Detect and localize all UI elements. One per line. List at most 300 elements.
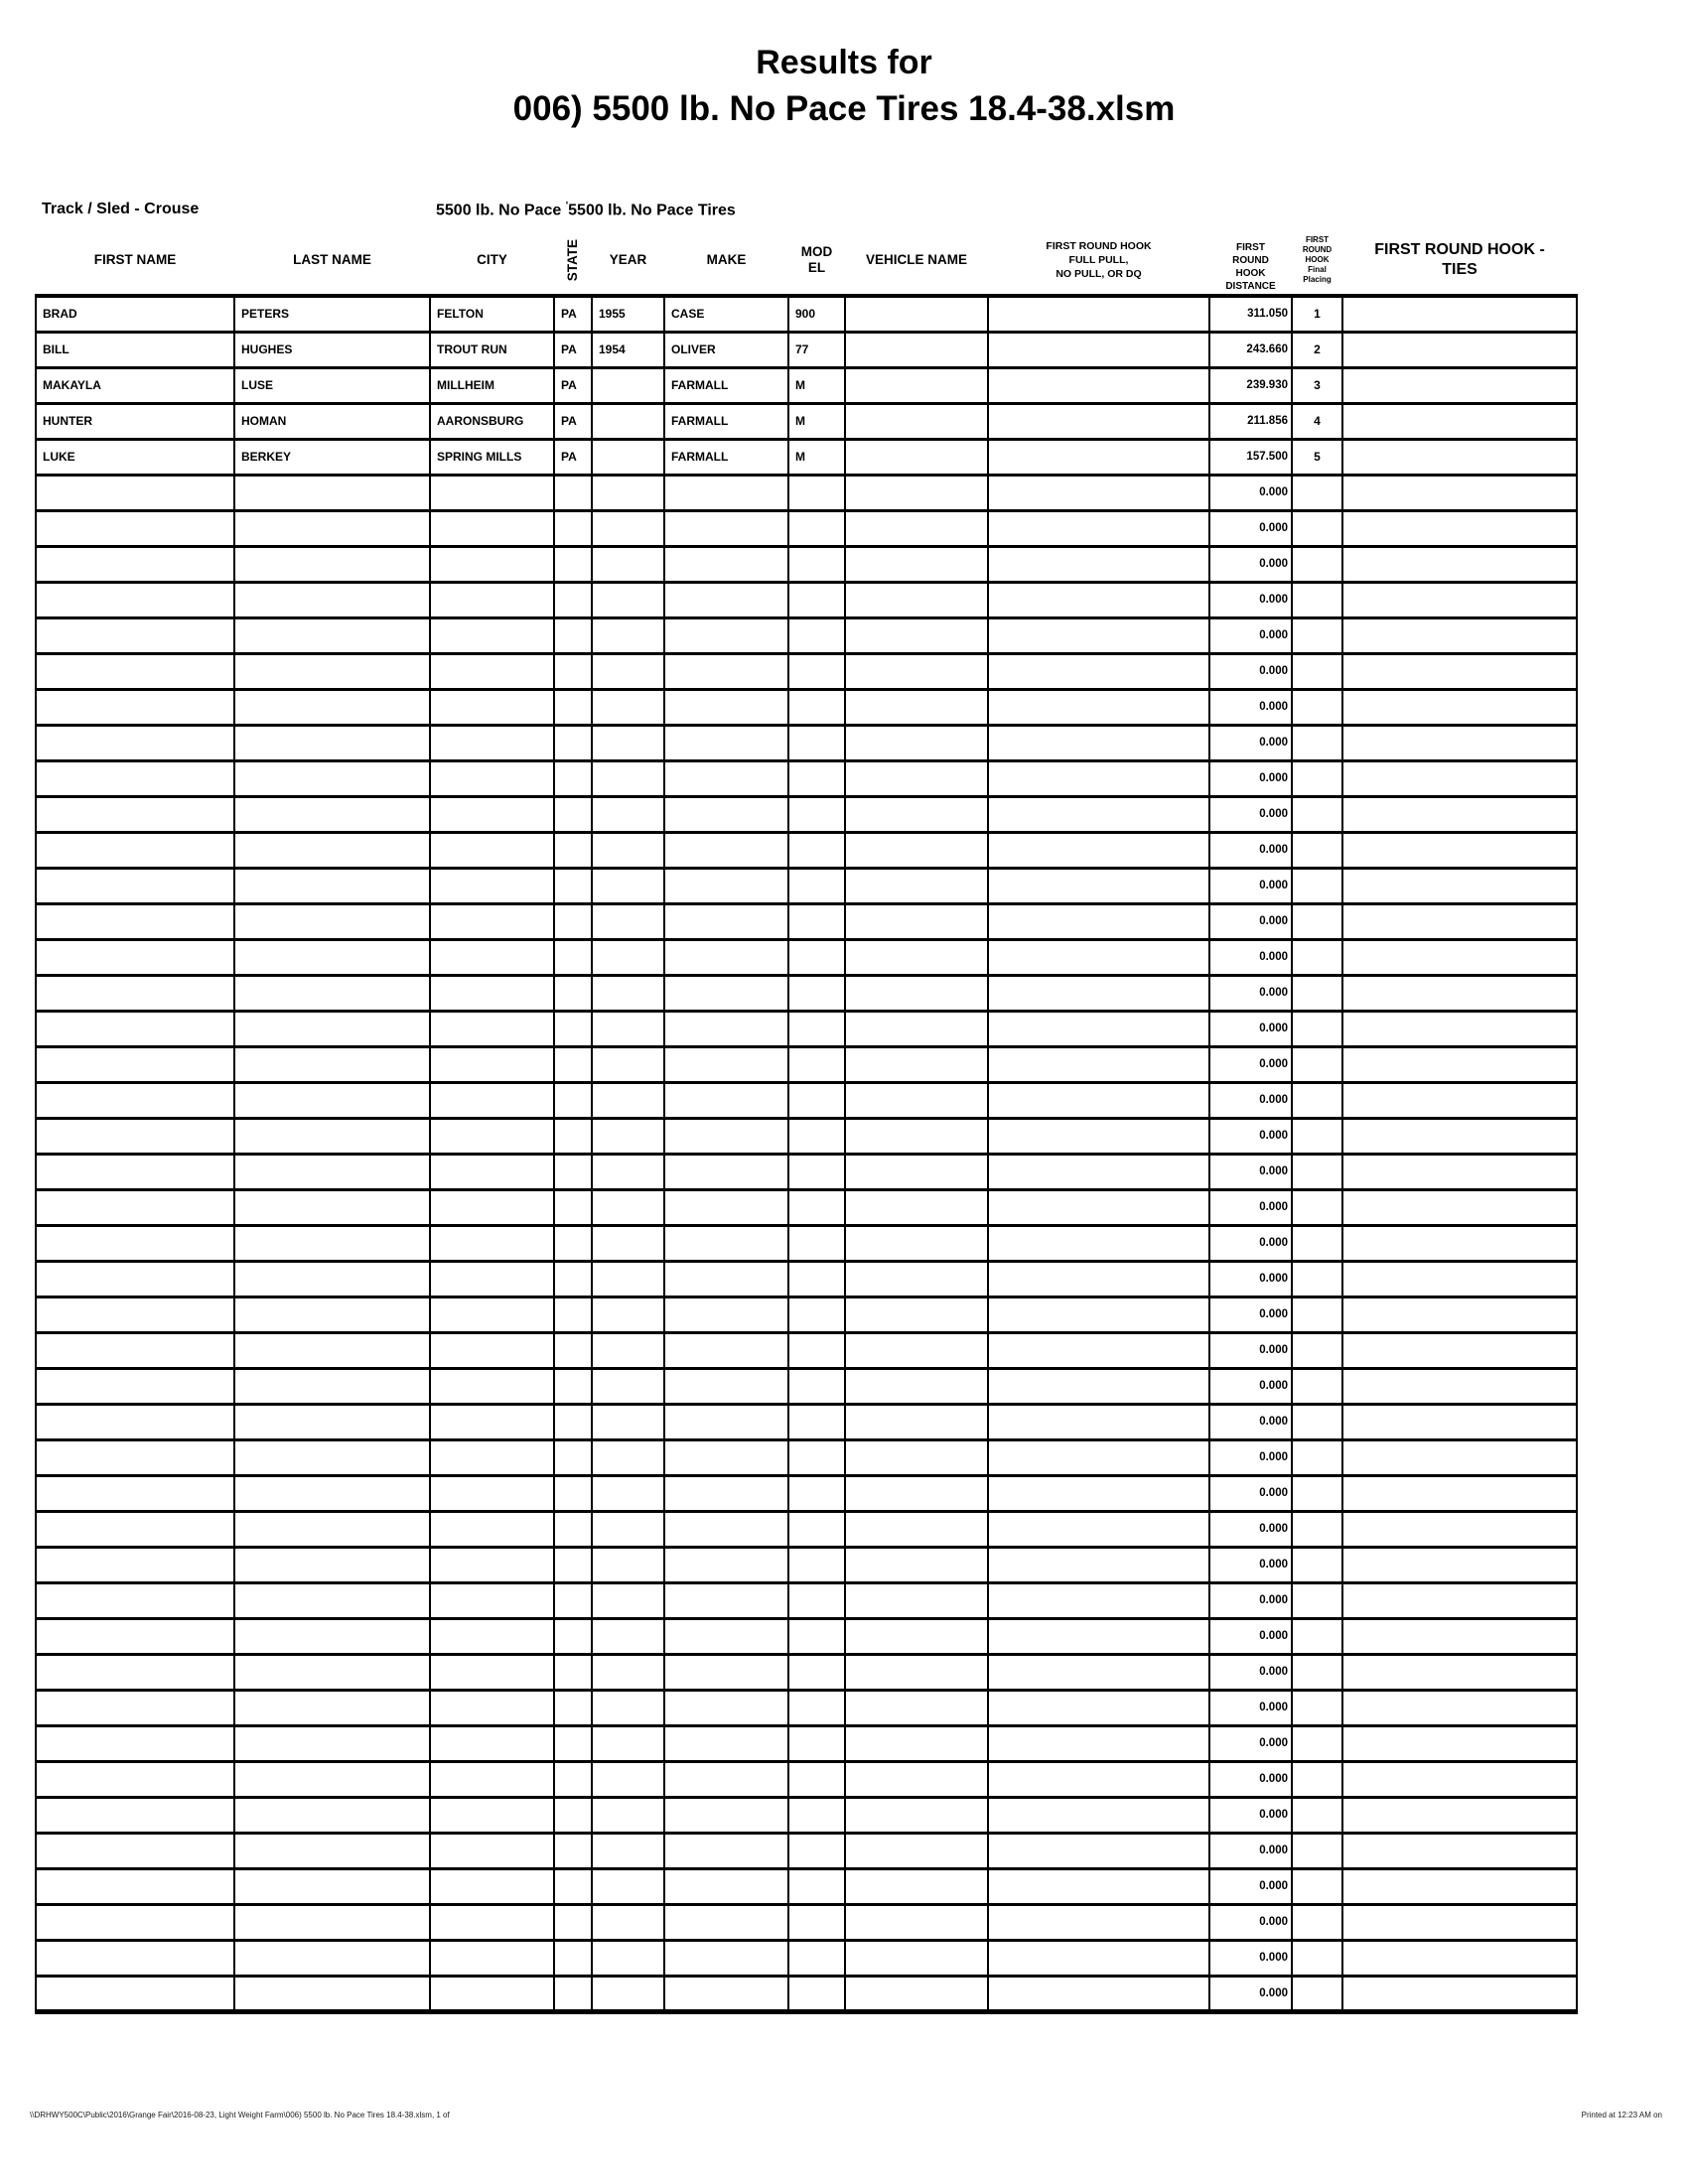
- cell-year: [592, 439, 664, 475]
- cell-last-name: [234, 1868, 430, 1904]
- header-line: FIRST NAME: [93, 252, 177, 267]
- table-row-empty: [36, 1797, 1577, 1833]
- cell-ties: [1342, 1940, 1577, 1976]
- cell-vehicle-name: [845, 1225, 988, 1261]
- cell-placing: [1292, 510, 1342, 546]
- cell-vehicle-name: [845, 1154, 988, 1189]
- table-row-empty: [36, 1404, 1577, 1439]
- cell-ties: [1342, 975, 1577, 1011]
- cell-model: M: [788, 367, 845, 403]
- cell-city: [430, 1118, 554, 1154]
- cell-last-name: [234, 1082, 430, 1118]
- cell-placing: [1292, 1904, 1342, 1940]
- cell-city: [430, 510, 554, 546]
- cell-vehicle-name: [845, 1475, 988, 1511]
- cell-distance: 0.000: [1209, 1297, 1292, 1332]
- cell-last-name: [234, 546, 430, 582]
- table-row: [36, 439, 1577, 475]
- cell-ties: [1342, 903, 1577, 939]
- column-header-full-pull: [988, 226, 1209, 296]
- cell-last-name: [234, 1189, 430, 1225]
- cell-last-name: [234, 1332, 430, 1368]
- cell-full-pull: [988, 1261, 1209, 1297]
- cell-first-name: [36, 1368, 234, 1404]
- cell-make: [664, 1761, 788, 1797]
- cell-ties: [1342, 367, 1577, 403]
- cell-last-name: [234, 975, 430, 1011]
- cell-ties: [1342, 1082, 1577, 1118]
- cell-vehicle-name: [845, 332, 988, 367]
- cell-model: [788, 1654, 845, 1690]
- cell-city: [430, 832, 554, 868]
- cell-year: [592, 367, 664, 403]
- class-label-apostrophe: ': [565, 201, 569, 211]
- cell-first-name: [36, 868, 234, 903]
- cell-vehicle-name: [845, 903, 988, 939]
- cell-ties: [1342, 546, 1577, 582]
- cell-city: [430, 617, 554, 653]
- cell-full-pull: [988, 1690, 1209, 1725]
- cell-placing: [1292, 796, 1342, 832]
- cell-model: [788, 546, 845, 582]
- cell-ties: [1342, 1011, 1577, 1046]
- cell-first-name: [36, 1797, 234, 1833]
- table-row-empty: [36, 1011, 1577, 1046]
- cell-first-name: [36, 582, 234, 617]
- cell-model: [788, 939, 845, 975]
- cell-state: [554, 1297, 592, 1332]
- cell-distance: 0.000: [1209, 546, 1292, 582]
- cell-ties: [1342, 1404, 1577, 1439]
- cell-vehicle-name: [845, 832, 988, 868]
- cell-model: [788, 1046, 845, 1082]
- cell-vehicle-name: [845, 653, 988, 689]
- table-row-empty: [36, 1297, 1577, 1332]
- cell-state: [554, 1011, 592, 1046]
- cell-year: [592, 1225, 664, 1261]
- cell-ties: [1342, 1118, 1577, 1154]
- cell-distance: 0.000: [1209, 1868, 1292, 1904]
- cell-last-name: [234, 1404, 430, 1439]
- cell-first-name: [36, 1690, 234, 1725]
- cell-city: [430, 796, 554, 832]
- cell-ties: [1342, 1439, 1577, 1475]
- cell-distance: 243.660: [1209, 332, 1292, 367]
- cell-ties: [1342, 475, 1577, 510]
- cell-model: [788, 1261, 845, 1297]
- cell-first-name: [36, 903, 234, 939]
- cell-make: [664, 939, 788, 975]
- cell-distance: 311.050: [1209, 296, 1292, 332]
- cell-city: AARONSBURG: [430, 403, 554, 439]
- cell-last-name: [234, 1475, 430, 1511]
- cell-first-name: [36, 1761, 234, 1797]
- cell-full-pull: [988, 796, 1209, 832]
- cell-first-name: [36, 689, 234, 725]
- cell-state: [554, 1976, 592, 2011]
- cell-vehicle-name: [845, 1868, 988, 1904]
- cell-ties: [1342, 1654, 1577, 1690]
- cell-ties: [1342, 296, 1577, 332]
- cell-ties: [1342, 868, 1577, 903]
- cell-model: M: [788, 439, 845, 475]
- cell-year: [592, 1439, 664, 1475]
- class-label-part2: 5500 lb. No Pace Tires: [568, 202, 736, 219]
- cell-vehicle-name: [845, 1368, 988, 1404]
- cell-make: [664, 1189, 788, 1225]
- footer-printed-at: Printed at 12:23 AM on: [1581, 2111, 1662, 2119]
- cell-vehicle-name: [845, 760, 988, 796]
- cell-full-pull: [988, 1368, 1209, 1404]
- cell-city: [430, 903, 554, 939]
- cell-state: [554, 939, 592, 975]
- cell-make: [664, 975, 788, 1011]
- cell-distance: 0.000: [1209, 689, 1292, 725]
- cell-ties: [1342, 1261, 1577, 1297]
- cell-make: [664, 546, 788, 582]
- cell-vehicle-name: [845, 1261, 988, 1297]
- cell-year: [592, 939, 664, 975]
- cell-vehicle-name: [845, 367, 988, 403]
- cell-city: [430, 1725, 554, 1761]
- cell-last-name: [234, 1833, 430, 1868]
- cell-state: [554, 796, 592, 832]
- cell-first-name: [36, 1618, 234, 1654]
- cell-city: [430, 1547, 554, 1582]
- cell-placing: [1292, 546, 1342, 582]
- cell-last-name: [234, 1761, 430, 1797]
- cell-distance: 0.000: [1209, 1368, 1292, 1404]
- cell-placing: 3: [1292, 367, 1342, 403]
- cell-vehicle-name: [845, 725, 988, 760]
- table-row-empty: [36, 689, 1577, 725]
- cell-full-pull: [988, 725, 1209, 760]
- cell-ties: [1342, 1511, 1577, 1547]
- cell-make: [664, 1404, 788, 1439]
- cell-placing: [1292, 1368, 1342, 1404]
- cell-vehicle-name: [845, 1511, 988, 1547]
- cell-model: [788, 1011, 845, 1046]
- cell-full-pull: [988, 1475, 1209, 1511]
- cell-model: [788, 1761, 845, 1797]
- cell-vehicle-name: [845, 939, 988, 975]
- table-row-empty: [36, 1225, 1577, 1261]
- cell-full-pull: [988, 689, 1209, 725]
- cell-placing: 4: [1292, 403, 1342, 439]
- table-row-empty: [36, 1368, 1577, 1404]
- cell-first-name: [36, 1976, 234, 2011]
- cell-year: [592, 975, 664, 1011]
- cell-year: [592, 1046, 664, 1082]
- cell-make: FARMALL: [664, 403, 788, 439]
- cell-placing: [1292, 1475, 1342, 1511]
- header-line: NO PULL, OR DQ: [1055, 268, 1142, 280]
- cell-state: [554, 475, 592, 510]
- cell-city: [430, 1046, 554, 1082]
- cell-last-name: [234, 939, 430, 975]
- cell-year: [592, 1582, 664, 1618]
- table-row-empty: [36, 1046, 1577, 1082]
- cell-full-pull: [988, 1011, 1209, 1046]
- cell-last-name: [234, 1011, 430, 1046]
- column-header-last-name: [234, 226, 430, 296]
- cell-vehicle-name: [845, 1725, 988, 1761]
- cell-vehicle-name: [845, 796, 988, 832]
- cell-distance: 0.000: [1209, 1654, 1292, 1690]
- cell-state: [554, 1868, 592, 1904]
- cell-first-name: [36, 1189, 234, 1225]
- cell-model: [788, 1833, 845, 1868]
- cell-last-name: [234, 760, 430, 796]
- cell-placing: [1292, 760, 1342, 796]
- cell-make: [664, 582, 788, 617]
- cell-city: [430, 1868, 554, 1904]
- cell-model: [788, 1475, 845, 1511]
- cell-first-name: [36, 546, 234, 582]
- cell-city: [430, 1797, 554, 1833]
- cell-ties: [1342, 1297, 1577, 1332]
- cell-state: [554, 1046, 592, 1082]
- table-row-empty: [36, 1940, 1577, 1976]
- cell-state: [554, 1261, 592, 1297]
- cell-placing: [1292, 1261, 1342, 1297]
- cell-city: [430, 546, 554, 582]
- table-row: [36, 332, 1577, 367]
- cell-last-name: [234, 1582, 430, 1618]
- cell-full-pull: [988, 760, 1209, 796]
- cell-ties: [1342, 939, 1577, 975]
- cell-make: [664, 1868, 788, 1904]
- cell-make: [664, 1332, 788, 1368]
- cell-city: [430, 1225, 554, 1261]
- cell-year: [592, 510, 664, 546]
- table-row: [36, 403, 1577, 439]
- column-header-model: [788, 226, 845, 296]
- cell-distance: 0.000: [1209, 1011, 1292, 1046]
- cell-make: [664, 1011, 788, 1046]
- table-row-empty: [36, 903, 1577, 939]
- cell-vehicle-name: [845, 403, 988, 439]
- cell-year: [592, 1082, 664, 1118]
- table-row-empty: [36, 725, 1577, 760]
- cell-full-pull: [988, 939, 1209, 975]
- column-header-placing: [1292, 226, 1342, 296]
- cell-distance: 0.000: [1209, 1904, 1292, 1940]
- cell-city: [430, 1368, 554, 1404]
- cell-full-pull: [988, 1940, 1209, 1976]
- cell-city: [430, 1511, 554, 1547]
- cell-ties: [1342, 1225, 1577, 1261]
- cell-placing: [1292, 1868, 1342, 1904]
- header-line: FULL PULL,: [1068, 254, 1129, 266]
- cell-model: [788, 1189, 845, 1225]
- cell-city: [430, 1618, 554, 1654]
- cell-vehicle-name: [845, 1761, 988, 1797]
- cell-last-name: [234, 689, 430, 725]
- cell-placing: [1292, 903, 1342, 939]
- table-row-empty: [36, 1511, 1577, 1547]
- cell-make: [664, 1261, 788, 1297]
- table-row-empty: [36, 582, 1577, 617]
- class-label-part1: 5500 lb. No Pace: [436, 202, 562, 219]
- cell-state: [554, 582, 592, 617]
- cell-model: [788, 868, 845, 903]
- cell-distance: 0.000: [1209, 1582, 1292, 1618]
- cell-year: [592, 903, 664, 939]
- cell-distance: 0.000: [1209, 653, 1292, 689]
- cell-city: [430, 1261, 554, 1297]
- cell-city: FELTON: [430, 296, 554, 332]
- cell-model: [788, 1439, 845, 1475]
- cell-vehicle-name: [845, 1189, 988, 1225]
- cell-distance: 0.000: [1209, 1833, 1292, 1868]
- table-row-empty: [36, 760, 1577, 796]
- cell-model: [788, 510, 845, 546]
- cell-last-name: [234, 1976, 430, 2011]
- cell-state: [554, 1332, 592, 1368]
- cell-full-pull: [988, 1189, 1209, 1225]
- cell-city: [430, 760, 554, 796]
- cell-distance: 0.000: [1209, 1940, 1292, 1976]
- cell-make: [664, 689, 788, 725]
- cell-full-pull: [988, 868, 1209, 903]
- cell-placing: [1292, 1976, 1342, 2011]
- cell-state: [554, 1511, 592, 1547]
- cell-placing: [1292, 1046, 1342, 1082]
- table-row: [36, 296, 1577, 332]
- table-row-empty: [36, 1725, 1577, 1761]
- table-row-empty: [36, 975, 1577, 1011]
- column-header-vehicle-name: [845, 226, 988, 296]
- cell-distance: 0.000: [1209, 1189, 1292, 1225]
- cell-first-name: [36, 1868, 234, 1904]
- cell-placing: [1292, 1297, 1342, 1332]
- cell-last-name: HUGHES: [234, 332, 430, 367]
- cell-first-name: [36, 510, 234, 546]
- cell-model: [788, 1154, 845, 1189]
- cell-distance: 0.000: [1209, 1332, 1292, 1368]
- cell-model: [788, 796, 845, 832]
- cell-last-name: [234, 832, 430, 868]
- cell-full-pull: [988, 1654, 1209, 1690]
- cell-placing: [1292, 832, 1342, 868]
- cell-model: M: [788, 403, 845, 439]
- cell-first-name: [36, 1046, 234, 1082]
- header-line: ROUND: [1302, 245, 1333, 254]
- cell-placing: [1292, 1225, 1342, 1261]
- cell-full-pull: [988, 367, 1209, 403]
- cell-state: [554, 1690, 592, 1725]
- cell-last-name: [234, 1725, 430, 1761]
- cell-model: [788, 1940, 845, 1976]
- table-row-empty: [36, 1690, 1577, 1725]
- cell-city: [430, 689, 554, 725]
- cell-distance: 0.000: [1209, 868, 1292, 903]
- cell-ties: [1342, 1368, 1577, 1404]
- table-row-empty: [36, 1904, 1577, 1940]
- cell-city: [430, 1154, 554, 1189]
- cell-distance: 0.000: [1209, 1404, 1292, 1439]
- header-line: MOD: [800, 244, 833, 259]
- table-row-empty: [36, 653, 1577, 689]
- cell-distance: 211.856: [1209, 403, 1292, 439]
- cell-first-name: [36, 760, 234, 796]
- cell-distance: 0.000: [1209, 1118, 1292, 1154]
- cell-last-name: [234, 1261, 430, 1297]
- cell-distance: 239.930: [1209, 367, 1292, 403]
- cell-distance: 0.000: [1209, 760, 1292, 796]
- cell-city: [430, 1404, 554, 1439]
- cell-first-name: [36, 832, 234, 868]
- cell-ties: [1342, 1976, 1577, 2011]
- cell-state: [554, 1082, 592, 1118]
- cell-ties: [1342, 1618, 1577, 1654]
- header-line: MAKE: [706, 252, 747, 267]
- cell-year: [592, 832, 664, 868]
- table-row-empty: [36, 510, 1577, 546]
- cell-city: [430, 1332, 554, 1368]
- cell-full-pull: [988, 1154, 1209, 1189]
- cell-year: [592, 725, 664, 760]
- cell-make: [664, 617, 788, 653]
- cell-vehicle-name: [845, 1904, 988, 1940]
- cell-last-name: [234, 510, 430, 546]
- cell-make: [664, 1940, 788, 1976]
- table-row-empty: [36, 796, 1577, 832]
- cell-full-pull: [988, 546, 1209, 582]
- cell-vehicle-name: [845, 546, 988, 582]
- cell-state: PA: [554, 332, 592, 367]
- cell-full-pull: [988, 1725, 1209, 1761]
- cell-year: [592, 1118, 664, 1154]
- cell-vehicle-name: [845, 1297, 988, 1332]
- cell-last-name: [234, 1654, 430, 1690]
- cell-placing: [1292, 1797, 1342, 1833]
- cell-make: [664, 903, 788, 939]
- cell-year: [592, 1189, 664, 1225]
- column-header-state: [554, 226, 592, 296]
- cell-placing: 5: [1292, 439, 1342, 475]
- cell-placing: [1292, 1761, 1342, 1797]
- header-line: VEHICLE NAME: [865, 252, 967, 267]
- header-line: EL: [807, 260, 826, 275]
- cell-last-name: [234, 725, 430, 760]
- cell-vehicle-name: [845, 1404, 988, 1439]
- cell-year: [592, 1618, 664, 1654]
- cell-ties: [1342, 725, 1577, 760]
- cell-ties: [1342, 1582, 1577, 1618]
- cell-vehicle-name: [845, 1332, 988, 1368]
- cell-last-name: [234, 1904, 430, 1940]
- cell-last-name: [234, 653, 430, 689]
- cell-distance: 0.000: [1209, 582, 1292, 617]
- cell-year: [592, 1904, 664, 1940]
- class-label: [436, 201, 736, 219]
- cell-first-name: [36, 725, 234, 760]
- results-table-body: [36, 296, 1577, 2011]
- cell-model: [788, 760, 845, 796]
- cell-last-name: [234, 582, 430, 617]
- cell-city: [430, 1976, 554, 2011]
- cell-vehicle-name: [845, 475, 988, 510]
- cell-state: [554, 1833, 592, 1868]
- cell-full-pull: [988, 1404, 1209, 1439]
- cell-placing: [1292, 1582, 1342, 1618]
- cell-ties: [1342, 617, 1577, 653]
- cell-model: [788, 832, 845, 868]
- cell-full-pull: [988, 1046, 1209, 1082]
- cell-state: [554, 1618, 592, 1654]
